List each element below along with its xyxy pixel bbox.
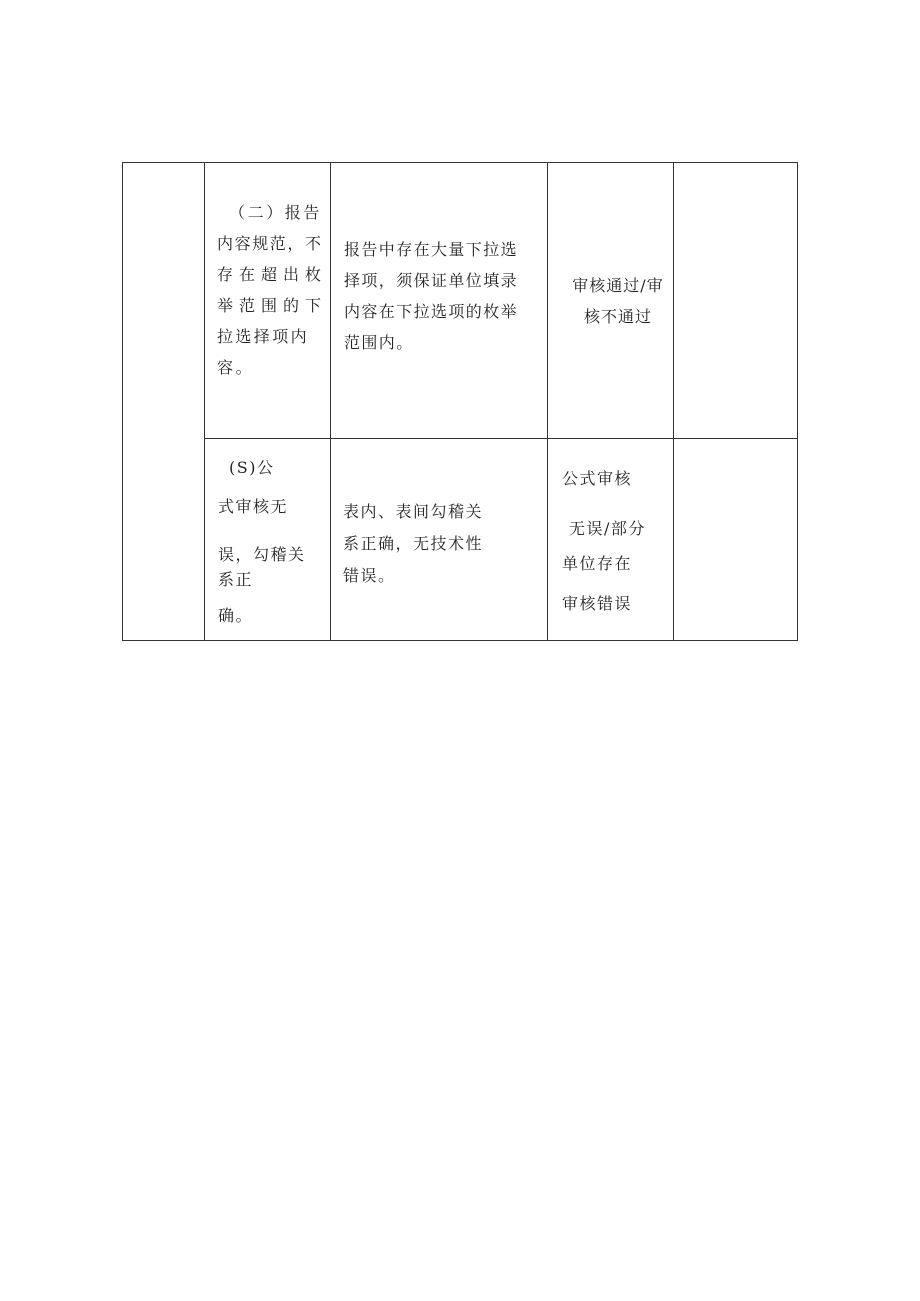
row1-description-line: 范围内。	[344, 333, 414, 352]
row2-criterion-text: 系正	[218, 570, 254, 589]
row1-criterion-line: （二）报告	[229, 203, 323, 222]
row2-criterion-text: (S)公	[229, 458, 275, 477]
row2-result-line	[562, 551, 632, 574]
row1-result-line: 核不通过	[583, 307, 652, 326]
row1-criterion-cell	[217, 197, 329, 417]
row2-result-line	[562, 591, 632, 614]
row1-criterion-line: 容。	[217, 358, 255, 377]
row2-criterion-line	[218, 603, 253, 626]
row1-description-cell	[344, 234, 554, 358]
row1-criterion-line: 存在超出枚	[217, 265, 328, 284]
review-table	[122, 162, 798, 641]
row2-description-line: 错误。	[343, 566, 396, 585]
column-divider	[204, 163, 205, 640]
row1-criterion-line: 内容规范，不	[217, 234, 323, 253]
row2-result-line	[562, 466, 632, 489]
row2-result-text: 审核错误	[562, 594, 633, 613]
row1-result-cell	[558, 270, 678, 332]
row2-description-line: 系正确，无技术性	[343, 534, 484, 553]
row2-criterion-line	[229, 455, 274, 478]
row1-criterion-line: 举范围的下	[217, 296, 328, 315]
row1-criterion-line: 拉选择项内	[217, 327, 310, 346]
row1-result-line: 审核通过/审	[572, 276, 664, 295]
row1-description-line: 择项，须保证单位填录	[344, 271, 519, 290]
row1-description-line: 报告中存在大量下拉选	[344, 240, 519, 259]
column-divider	[673, 163, 674, 640]
row2-criterion-text: 误，勾稽关	[218, 545, 306, 564]
row2-description-line: 表内、表间勾稽关	[343, 502, 484, 521]
row2-criterion-clipped	[218, 544, 306, 589]
row2-description-cell	[343, 496, 483, 590]
column-divider	[330, 163, 331, 640]
row2-criterion-text: 确。	[218, 606, 254, 625]
row2-criterion-text: 式审核无	[218, 497, 289, 516]
row2-result-text: 单位存在	[562, 554, 633, 573]
row2-result-line	[569, 516, 646, 539]
row1-description-line: 内容在下拉选项的枚举	[344, 302, 519, 321]
row2-result-text: 无误/部分	[569, 519, 646, 538]
row2-result-text: 公式审核	[562, 469, 633, 488]
row2-criterion-line	[218, 494, 288, 517]
row-divider	[204, 438, 797, 439]
